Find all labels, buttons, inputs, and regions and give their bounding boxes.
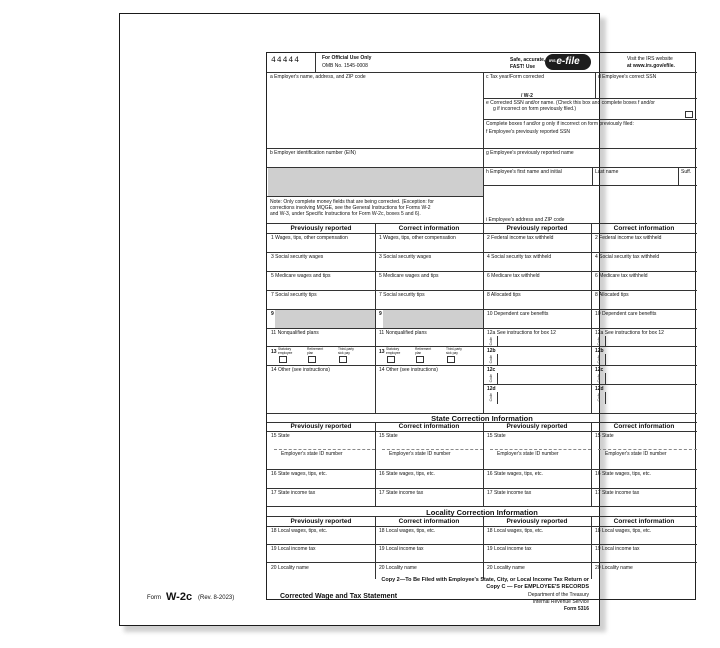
- box2-prev: 2 Federal income tax withheld: [487, 235, 554, 241]
- last-name-label: Last name: [595, 169, 619, 175]
- state-prev-header-1: Previously reported: [290, 423, 352, 430]
- code-12b-prev: Code: [489, 355, 493, 364]
- box19-col3: 19 Local income tax: [487, 546, 532, 552]
- box19-col1: 19 Local income tax: [271, 546, 316, 552]
- box17-col3: 17 State income tax: [487, 490, 532, 496]
- box20-col4: 20 Locality name: [595, 565, 633, 571]
- code-12a-correct: Code: [597, 337, 601, 346]
- form-name: W-2c: [166, 591, 193, 603]
- box13-prev: 13: [271, 349, 277, 355]
- note-line-1: Note: Only complete money fields that are being corrected. (Exception: for: [270, 199, 434, 205]
- box19-col2: 19 Local income tax: [379, 546, 424, 552]
- box1-correct: 1 Wages, tips, other compensation: [379, 235, 456, 241]
- box13-correct: 13: [379, 349, 385, 355]
- box11-correct: 11 Nonqualified plans: [379, 330, 427, 336]
- box9-prev: 9: [271, 311, 274, 317]
- form-word: Form: [147, 595, 161, 601]
- code-12c-prev: Code: [489, 374, 493, 383]
- box13-correct-thirdparty: Third-party sick pay: [446, 347, 462, 355]
- code-12c-correct: Code: [597, 374, 601, 383]
- note-line-2: corrections involving MQGE, see the General Instructions for Forms W-2: [270, 205, 431, 211]
- box12a-correct: 12a See instructions for box 12: [595, 330, 664, 336]
- box16-col4: 16 State wages, tips, etc.: [595, 471, 651, 477]
- box16-col3: 16 State wages, tips, etc.: [487, 471, 543, 477]
- locality-section-title: Locality Correction Information: [426, 508, 538, 517]
- box20-col2: 20 Locality name: [379, 565, 417, 571]
- box17-col2: 17 State income tax: [379, 490, 424, 496]
- state-correct-header-1: Correct information: [398, 423, 460, 430]
- box20-col3: 20 Locality name: [487, 565, 525, 571]
- box9-prev-shade: [275, 310, 375, 328]
- box-h-label: h Employee's first name and initial: [486, 169, 562, 175]
- safe-line-1: Safe, accurate,: [510, 57, 546, 63]
- note-line-3: and W-3, under Specific Instructions for Form W-2c, boxes 5 and 6).: [270, 211, 421, 217]
- box17-col4: 17 State income tax: [595, 490, 640, 496]
- box12c-correct: 12c: [595, 367, 604, 373]
- safe-line-2: FAST! Use: [510, 64, 536, 70]
- money-prev-header-right: Previously reported: [506, 225, 568, 232]
- efile-logo: IRS e-file: [545, 54, 591, 70]
- shaded-area: [268, 168, 483, 196]
- money-correct-header-right: Correct information: [613, 225, 675, 232]
- box-g-label: g Employee's previously reported name: [486, 150, 574, 156]
- box-i-label: i Employee's address and ZIP code: [486, 217, 565, 223]
- w2c-form: [266, 52, 696, 600]
- visit-line-1: Visit the IRS website: [627, 56, 673, 62]
- correct-thirdparty-checkbox[interactable]: [447, 356, 455, 363]
- copy-line-2: Copy C — For EMPLOYEE'S RECORDS: [486, 584, 589, 590]
- locality-correct-header-1: Correct information: [398, 518, 460, 525]
- box12b-correct: 12b: [595, 348, 604, 354]
- box17-col1: 17 State income tax: [271, 490, 316, 496]
- box11-prev: 11 Nonqualified plans: [271, 330, 319, 336]
- code-12d-prev: Code: [489, 393, 493, 402]
- box7-prev: 7 Social security tips: [271, 292, 317, 298]
- box15-col2: 15 State: [379, 433, 398, 439]
- box8-prev: 8 Allocated tips: [487, 292, 521, 298]
- box9-correct: 9: [379, 311, 382, 317]
- box19-col4: 19 Local income tax: [595, 546, 640, 552]
- box13-correct-statutory: Statutory employee: [386, 347, 401, 355]
- box20-col1: 20 Locality name: [271, 565, 309, 571]
- box14-correct: 14 Other (see instructions): [379, 367, 438, 373]
- box13-prev-statutory: Statutory employee: [278, 347, 293, 355]
- suffix-label: Suff.: [681, 169, 692, 175]
- money-prev-header-left: Previously reported: [290, 225, 352, 232]
- box13-prev-thirdparty: Third-party sick pay: [338, 347, 354, 355]
- correct-retirement-checkbox[interactable]: [416, 356, 424, 363]
- state-id-col4: Employer's state ID number: [605, 451, 667, 457]
- box8-correct: 8 Allocated tips: [595, 292, 629, 298]
- code-12d-correct: Code: [597, 393, 601, 402]
- box5-prev: 5 Medicare wages and tips: [271, 273, 331, 279]
- code-12b-correct: Code: [597, 355, 601, 364]
- correct-statutory-checkbox[interactable]: [387, 356, 395, 363]
- locality-correct-header-2: Correct information: [613, 518, 675, 525]
- state-id-col2: Employer's state ID number: [389, 451, 451, 457]
- box6-prev: 6 Medicare tax withheld: [487, 273, 540, 279]
- box9-correct-shade: [383, 310, 483, 328]
- box10-prev: 10 Dependent care benefits: [487, 311, 549, 317]
- box13-correct-retirement: Retirement plan: [415, 347, 432, 355]
- box-f-label: f Employee's previously reported SSN: [486, 129, 571, 135]
- box3-correct: 3 Social security wages: [379, 254, 432, 260]
- box18-col1: 18 Local wages, tips, etc.: [271, 528, 328, 534]
- locality-prev-header-1: Previously reported: [290, 518, 352, 525]
- state-id-col1: Employer's state ID number: [281, 451, 343, 457]
- box16-col1: 16 State wages, tips, etc.: [271, 471, 327, 477]
- box10-correct: 10 Dependent care benefits: [595, 311, 657, 317]
- copy-line-1: Copy 2—To Be Filed with Employee's State, City, or Local Income Tax Return or: [381, 577, 589, 583]
- box3-prev: 3 Social security wages: [271, 254, 324, 260]
- box6-correct: 6 Medicare tax withheld: [595, 273, 648, 279]
- box13-prev-retirement: Retirement plan: [307, 347, 324, 355]
- box4-correct: 4 Social security tax withheld: [595, 254, 660, 260]
- omb-number: OMB No. 1545-0008: [322, 63, 368, 69]
- box12b-prev: 12b: [487, 348, 496, 354]
- money-correct-header-left: Correct information: [398, 225, 460, 232]
- box18-col4: 18 Local wages, tips, etc.: [595, 528, 652, 534]
- code-12a-prev: Code: [489, 337, 493, 346]
- box-c-label: c Tax year/Form corrected: [486, 74, 544, 80]
- official-use: For Official Use Only: [322, 55, 372, 61]
- prev-statutory-checkbox[interactable]: [279, 356, 287, 363]
- box15-col1: 15 State: [271, 433, 290, 439]
- box12d-correct: 12d: [595, 386, 604, 392]
- box-e-line-2: g if incorrect on form previously filed.): [493, 106, 577, 112]
- box14-prev: 14 Other (see instructions): [271, 367, 330, 373]
- box18-col2: 18 Local wages, tips, etc.: [379, 528, 436, 534]
- box1-prev: 1 Wages, tips, other compensation: [271, 235, 348, 241]
- box4-prev: 4 Social security tax withheld: [487, 254, 552, 260]
- form-revision: (Rev. 8-2023): [198, 595, 235, 601]
- box12a-prev: 12a See instructions for box 12: [487, 330, 556, 336]
- box-d-label: d Employee's correct SSN: [598, 74, 657, 80]
- prev-thirdparty-checkbox[interactable]: [339, 356, 347, 363]
- box12d-prev: 12d: [487, 386, 496, 392]
- box-a-label: a Employer's name, address, and ZIP code: [270, 74, 366, 80]
- state-id-col3: Employer's state ID number: [497, 451, 559, 457]
- visit-line-2: at www.irs.gov/efile.: [627, 63, 675, 69]
- state-prev-header-2: Previously reported: [506, 423, 568, 430]
- state-correct-header-2: Correct information: [613, 423, 675, 430]
- prev-retirement-checkbox[interactable]: [308, 356, 316, 363]
- form-sheet: [119, 13, 692, 626]
- form-title: Corrected Wage and Tax Statement: [280, 593, 398, 600]
- box12c-prev: 12c: [487, 367, 496, 373]
- box7-correct: 7 Social security tips: [379, 292, 425, 298]
- box2-correct: 2 Federal income tax withheld: [595, 235, 662, 241]
- form-corrected-value: / W-2: [521, 93, 533, 99]
- corrected-ssn-checkbox[interactable]: [685, 111, 693, 118]
- dept-line-1: Department of the Treasury: [528, 592, 589, 598]
- box15-col4: 15 State: [595, 433, 614, 439]
- control-number: 44444: [271, 56, 301, 65]
- state-section-title: State Correction Information: [431, 414, 533, 423]
- box16-col2: 16 State wages, tips, etc.: [379, 471, 435, 477]
- box18-col3: 18 Local wages, tips, etc.: [487, 528, 544, 534]
- dept-line-2: Internal Revenue Service: [532, 599, 589, 605]
- form-number: Form 5316: [563, 606, 589, 612]
- locality-prev-header-2: Previously reported: [506, 518, 568, 525]
- box15-col3: 15 State: [487, 433, 506, 439]
- fg-note: Complete boxes f and/or g only if incorrect on form previously filed:: [486, 121, 634, 127]
- box-e-line-1: e Corrected SSN and/or name. (Check this box and complete boxes f and/or: [486, 100, 655, 106]
- box5-correct: 5 Medicare wages and tips: [379, 273, 439, 279]
- box-b-label: b Employer identification number (EIN): [270, 150, 356, 156]
